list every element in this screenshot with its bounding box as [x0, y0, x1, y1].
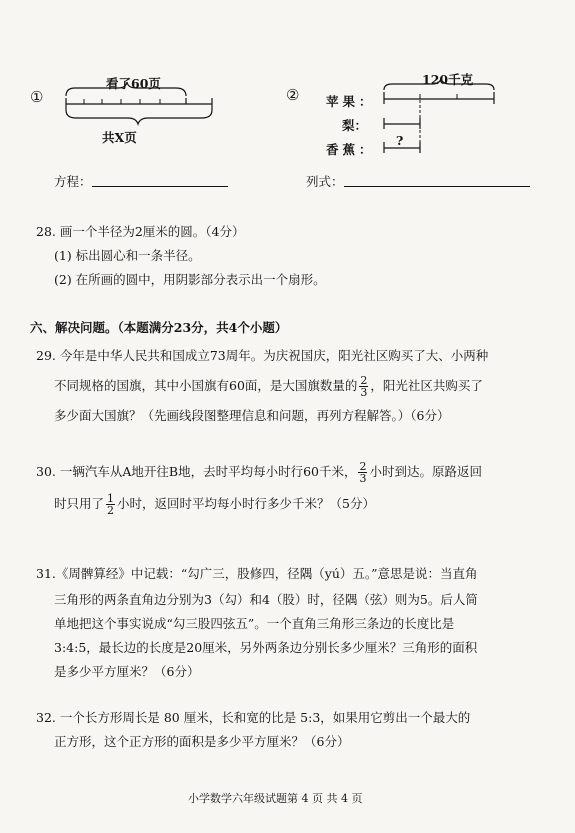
q29-line1: 29. 今年是中华人民共和国成立73周年。为庆祝国庆，阳光社区购买了大、小两种	[36, 348, 489, 363]
q28-sub2: (2) 在所画的圆中，用阴影部分表示出一个扇形。	[54, 272, 326, 287]
formula-answer-line[interactable]	[344, 186, 530, 187]
q28-sub1: (1) 标出圆心和一条半径。	[54, 248, 201, 263]
q30-line1	[36, 458, 482, 485]
q31-line2: 三角形的两条直角边分别为3（勾）和4（股）时，径隅（弦）则为5。后人简	[54, 592, 478, 607]
page-footer: 小学数学六年级试题第 4 页 共 4 页	[188, 792, 363, 805]
q29-line2-a: 不同规格的国旗，其中小国旗有60面，是大国旗数量的	[54, 378, 358, 393]
diagram1-label: ①	[30, 88, 44, 106]
q30-fraction1: $\frac{2}{3}$	[359, 460, 367, 485]
q32-line2: 正方形，这个正方形的面积是多少平方厘米？（6分）	[54, 734, 350, 749]
q29-fraction: $\frac{2}{3}$	[360, 374, 368, 399]
diagram2-row-apple: 苹果：	[326, 94, 376, 109]
diagram2-row-pear: 梨：	[342, 118, 368, 133]
q32-line1: 32. 一个长方形周长是 80 厘米，长和宽的比是 5:3，如果用它剪出一个最大的	[36, 710, 471, 725]
q31-line3: 单地把这个事实说成“勾三股四弦五”。一个直角三角形三条边的长度比是	[54, 616, 455, 631]
section6-heading: 六、解决问题。（本题满分23分，共4个小题）	[30, 320, 288, 335]
diagram2-row-banana: 香蕉：	[326, 142, 376, 157]
q28-text: 28. 画一个半径为2厘米的圆。（4分）	[36, 224, 245, 239]
diagram2-label: ②	[286, 86, 300, 104]
q31-line5: 是多少平方厘米？（6分）	[54, 664, 200, 679]
q30-line1-a: 30. 一辆汽车从A地开往B地，去时平均每小时行60千米，	[36, 464, 357, 479]
diagram2-unknown: ?	[396, 133, 404, 148]
q30-fraction2: $\frac{1}{2}$	[107, 492, 115, 517]
diagram1-top-label: 看了60页	[106, 76, 161, 91]
diagram1-bottom-label: 共X页	[102, 130, 137, 145]
q30-line1-b: 小时到达。原路返回	[369, 464, 482, 479]
q29-line3: 多少面大国旗？（先画线段图整理信息和问题，再列方程解答。）（6分）	[54, 408, 450, 423]
q31-line4: 3:4:5，最长边的长度是20厘米，另外两条边分别长多少厘米？三角形的面积	[54, 640, 478, 655]
equation-label: 方程：	[54, 174, 92, 189]
equation-answer-line[interactable]	[92, 186, 228, 187]
diagram2-top-label: 120千克	[422, 72, 474, 87]
q29-line2-b: ，阳光社区共购买了	[370, 378, 483, 393]
q30-line2	[54, 490, 375, 517]
q29-line2	[54, 372, 483, 399]
q30-line2-b: 小时，返回时平均每小时行多少千米？（5分）	[117, 496, 375, 511]
formula-label: 列式：	[306, 174, 344, 189]
q30-line2-a: 时只用了	[54, 496, 105, 511]
q31-line1: 31.《周髀算经》中记载：“勾广三，股修四，径隅（yú）五。”意思是说：当直角	[36, 566, 478, 581]
